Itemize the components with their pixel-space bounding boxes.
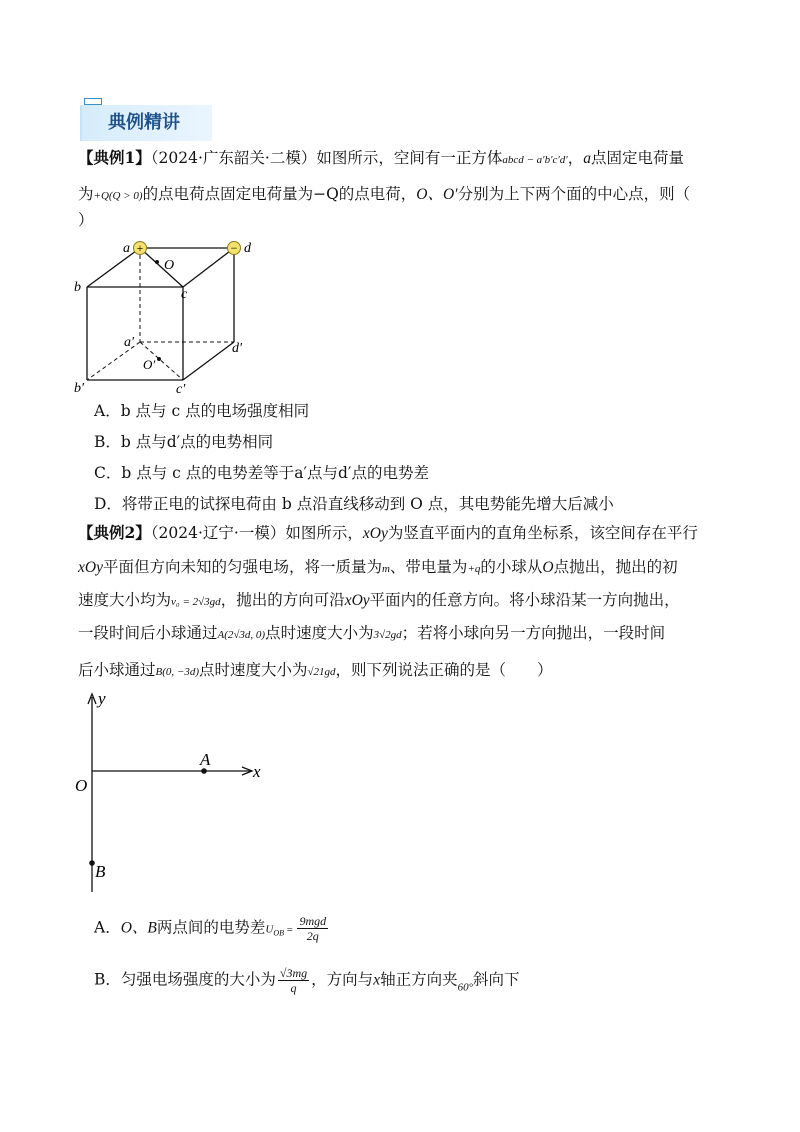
coordinate-figure: [70, 688, 270, 893]
label-a: a: [123, 241, 130, 256]
ex1-option-b[interactable]: B．b 点与d′点的电势相同: [94, 433, 274, 451]
center-O2-point: [157, 357, 161, 361]
point-A: [201, 768, 207, 774]
ex2-line-4: 一段时间后小球通过A(2√3d, 0)点时速度大小为3√2gd；若将小球向另一方向抛出，一段时间: [78, 624, 666, 642]
svg-text:−: −: [230, 241, 238, 255]
ex1-option-c[interactable]: C．b 点与 c 点的电势差等于a′点与d′点的电势差: [94, 464, 429, 482]
section-header-mark: [84, 98, 102, 105]
negative-charge-icon: [228, 241, 241, 255]
axis-y-label: y: [98, 689, 106, 708]
axis-x-label: x: [253, 762, 261, 781]
label-c: c: [181, 287, 188, 302]
section-title: 典例精讲: [80, 105, 212, 141]
ex1-line-3: ）: [78, 211, 94, 229]
potential-difference-fraction: $\frac{\text{9mgd}}{2q}$: [299, 914, 327, 943]
ex2-line-1: 【典例2】（2024·辽宁·一模）如图所示，xOy为竖直平面内的直角坐标系，该空间存在平行: [78, 523, 698, 542]
label-O2: O′: [143, 357, 156, 372]
svg-text:+: +: [136, 241, 144, 255]
ex2-option-b[interactable]: B．匀强电场强度的大小为 $\frac{√3mg}{q}$ ，方向与x轴正方向夹$_{60^\circ}$斜向下: [94, 966, 520, 995]
ex1-line-2: 为+Q(Q > 0)的点电荷点固定电荷量为−Q的点电荷，O、O′分别为上下两个面的中心点，则（: [78, 185, 691, 203]
ex2-line-5: 后小球通过B(0, −3d)点时速度大小为√21gd，则下列说法正确的是（ ）: [78, 661, 553, 679]
cube-figure: [70, 232, 270, 402]
ex1-option-d[interactable]: D．将带正电的试探电荷由 b 点沿直线移动到 O 点，其电势能先增大后减小: [94, 495, 614, 513]
point-A-label: A: [200, 750, 211, 769]
field-strength-fraction: $\frac{√3mg}{q}$: [279, 966, 308, 995]
point-B: [89, 860, 95, 866]
label-O: O: [164, 258, 175, 273]
ex2-line-3: 速度大小均为v₀ = 2√3gd，抛出的方向可沿xOy平面内的任意方向。将小球沿某一方向抛出，: [78, 591, 680, 609]
ex2-line-2: xOy平面但方向未知的匀强电场，将一质量为m、带电量为+q的小球从O点抛出，抛出的初: [78, 558, 678, 576]
ex1-option-a[interactable]: A．b 点与 c 点的电场强度相同: [94, 402, 310, 420]
positive-charge-icon: [134, 241, 147, 255]
origin-label: O: [75, 776, 88, 795]
label-b: b: [74, 280, 81, 295]
label-a2: a′: [124, 335, 135, 350]
point-B-label: B: [95, 862, 106, 881]
ex1-tag: 【典例1】: [78, 148, 151, 167]
label-d2: d′: [232, 341, 243, 356]
ex2-option-a[interactable]: A．O、B两点间的电势差UOB = $\frac{\text{9mgd}}{2q}$: [94, 914, 327, 943]
ex1-line-1: 【典例1】（2024·广东韶关·二模）如图所示，空间有一正方体abcd − a′b′c′d′，a点固定电荷量: [78, 148, 684, 167]
center-O-point: [155, 260, 159, 264]
label-b2: b′: [74, 381, 85, 396]
label-d: d: [244, 241, 251, 256]
ex2-tag: 【典例2】: [78, 523, 151, 542]
label-c2: c′: [176, 382, 186, 397]
